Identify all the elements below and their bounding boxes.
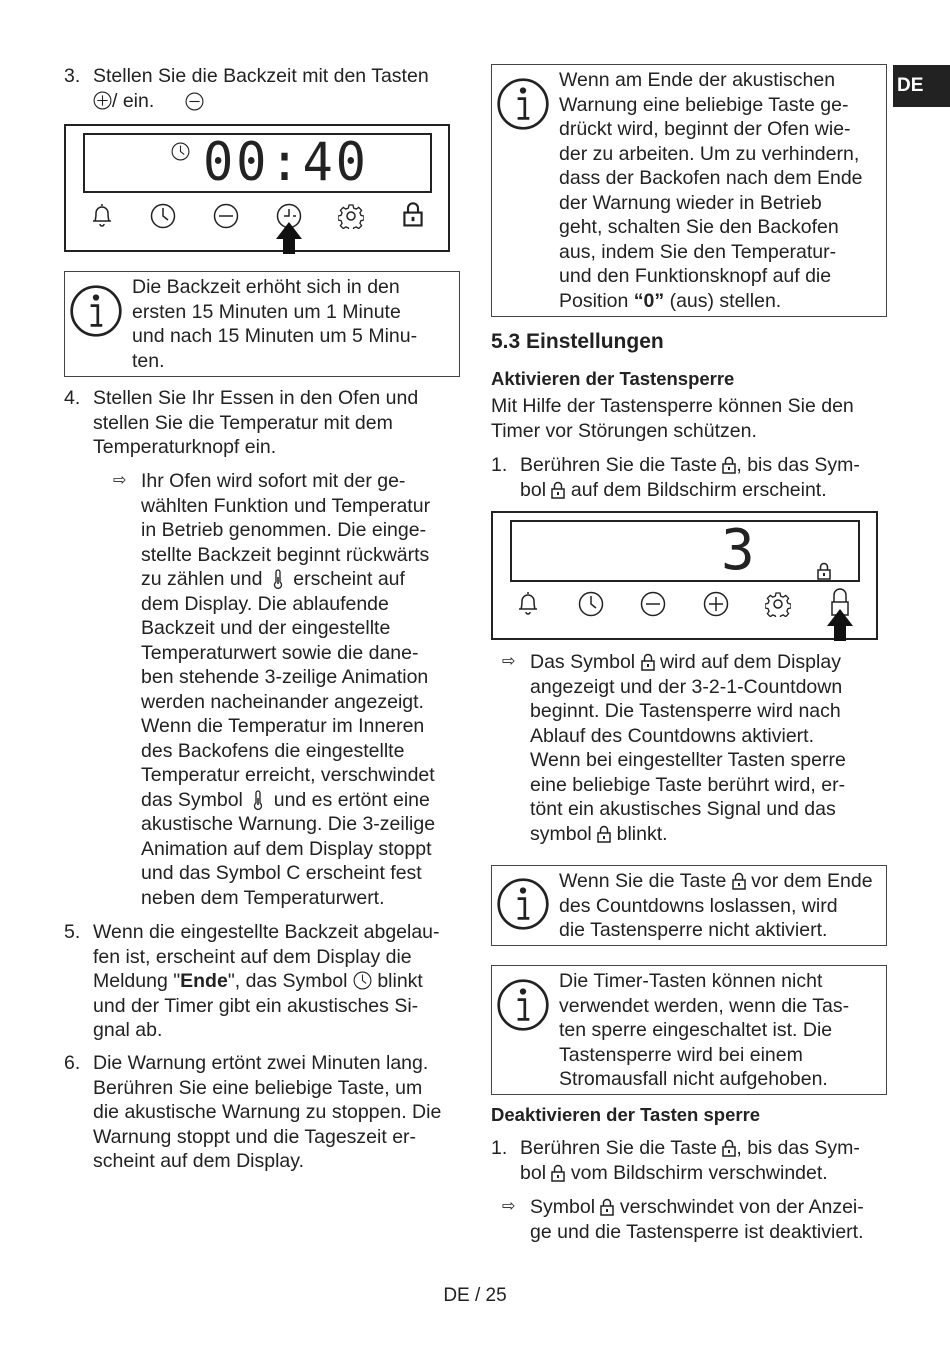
info-text: Wenn Sie die Taste vor dem Ende des Countdowns loslassen, wird die Tastensperre nicht aktiviert.	[559, 870, 873, 941]
info-box-acoustic-warning	[491, 64, 887, 317]
result-text: Symbol verschwindet von der Anzei- ge und die Tastensperre ist deaktiviert.	[530, 1196, 864, 1243]
display-time-readout: 00:40	[203, 132, 369, 193]
info-icon	[496, 978, 550, 1032]
step-number: 1.	[491, 1137, 508, 1159]
info-icon	[496, 877, 550, 931]
info-text: Die Timer-Tasten können nicht verwendet werden, wenn die Tas- ten sperre eingeschaltet ist. Die Tastensperre wird bei einem Stromausfall nicht aufgehoben.	[559, 970, 850, 1090]
thermometer-icon	[252, 790, 264, 810]
info-box-baking-time	[64, 271, 460, 377]
clock-icon	[353, 971, 372, 990]
plus-icon	[93, 91, 112, 110]
arrow-up-icon	[827, 609, 853, 641]
minus-button-icon[interactable]	[640, 591, 666, 617]
page-footer: DE / 25	[443, 1285, 507, 1306]
info-text: Die Backzeit erhöht sich in den ersten 15 Minuten um 1 Minute und nach 15 Minuten um 5 Minu- ten.	[132, 276, 418, 372]
minus-button-icon[interactable]	[213, 203, 239, 229]
minus-icon	[185, 92, 204, 111]
result-arrow-icon: ⇨	[502, 1198, 516, 1215]
step-text: Wenn die eingestellte Backzeit abgelau- fen ist, erscheint auf dem Display die Meldung "Ende", das Symbol blinkt und der Timer gibt ein akustisches Si- gnal ab.	[93, 921, 440, 1041]
step-number: 3.	[64, 65, 81, 87]
result-arrow-icon: ⇨	[113, 472, 127, 489]
step-text: Berühren Sie die Taste , bis das Sym- bol auf dem Bildschirm erscheint.	[520, 454, 860, 501]
lock-icon	[732, 872, 746, 890]
section-heading: 5.3 Einstellungen	[491, 330, 664, 353]
step-text-line-2: / ein.	[93, 89, 154, 114]
step-number: 1.	[491, 454, 508, 476]
bell-icon[interactable]	[90, 202, 114, 228]
lock-icon	[597, 825, 611, 843]
language-tab: DE	[893, 65, 950, 107]
gear-button-icon[interactable]	[765, 591, 791, 617]
subsection-heading-activate: Aktivieren der Tastensperre	[491, 368, 735, 389]
arrow-up-icon	[276, 222, 302, 254]
display-countdown-digit: 3	[721, 518, 755, 583]
step-number: 4.	[64, 387, 81, 409]
lock-icon	[722, 456, 736, 474]
display-screen	[510, 520, 860, 582]
info-box-timer-keys	[491, 965, 887, 1095]
info-icon	[69, 284, 123, 338]
display-screen	[83, 133, 432, 193]
thermometer-icon	[272, 569, 284, 589]
info-text: Wenn am Ende der akustischen Warnung eine beliebige Taste ge- drückt wird, beginnt der Ofen wie- der zu arbeiten. Um zu verhindern, dass der Backofen nach dem Ende der Warnung wieder in Betrieb geht, schalten Sie den Backofen aus, indem Sie den Temperatur- und den Funktionsknopf auf die Position “0” (aus) stellen.	[559, 69, 863, 312]
result-text: Ihr Ofen wird sofort mit der ge- wählten Funktion und Temperatur in Betrieb genommen. Die einge- stellte Backzeit beginnt rückwärts zu zählen und erscheint auf dem Display. Die ablaufende Backzeit und der eingestellte Temperaturwert sowie die dane- ben stehende 3-zeilige Animation werden nacheinander angezeigt. Wenn die Temperatur im Inneren des Backofens die eingestellte Temperatur erreicht, verschwindet das Symbol und es ertönt eine akustische Warnung. Die 3-zeilige Animation auf dem Display stoppt und das Symbol C erscheint fest neben dem Temperaturwert.	[141, 470, 436, 909]
oven-display-timer	[64, 124, 450, 252]
paragraph-intro: Mit Hilfe der Tastensperre können Sie den Timer vor Störungen schützen.	[491, 395, 854, 442]
lock-icon	[600, 1198, 614, 1216]
lock-icon	[722, 1139, 736, 1157]
result-text: Das Symbol wird auf dem Display angezeigt und der 3-2-1-Countdown beginnt. Die Tastensperre wird nach Ablauf des Countdowns aktiviert. Wenn bei eingestellter Tasten sperre eine beliebige Taste berührt wird, er- tönt ein akustisches Signal und das symbol blinkt.	[530, 651, 846, 845]
result-arrow-icon: ⇨	[502, 653, 516, 670]
oven-display-lock	[491, 511, 878, 640]
lock-button-icon[interactable]	[403, 201, 423, 227]
step-number: 5.	[64, 921, 81, 943]
subsection-heading-deactivate: Deaktivieren der Tasten sperre	[491, 1104, 761, 1125]
info-box-countdown	[491, 865, 887, 946]
clock-button-icon[interactable]	[578, 591, 604, 617]
step-text: Die Warnung ertönt zwei Minuten lang. Berühren Sie eine beliebige Taste, um die akustische Warnung zu stoppen. Die Warnung stoppt und die Tageszeit er- scheint auf dem Display.	[93, 1052, 442, 1172]
clock-icon	[171, 142, 190, 161]
lock-icon	[551, 1164, 565, 1182]
plus-button-icon[interactable]	[703, 591, 729, 617]
info-icon	[496, 77, 550, 131]
lock-icon	[817, 562, 831, 580]
step-text: Berühren Sie die Taste , bis das Sym- bol vom Bildschirm verschwindet.	[520, 1137, 860, 1184]
step-text-line-1: Stellen Sie die Backzeit mit den Tasten	[93, 65, 429, 87]
lock-icon	[641, 653, 655, 671]
gear-button-icon[interactable]	[338, 203, 364, 229]
step-number: 6.	[64, 1052, 81, 1074]
bell-icon[interactable]	[516, 590, 540, 616]
step-text: Stellen Sie Ihr Essen in den Ofen und stellen Sie die Temperatur mit dem Temperaturknopf ein.	[93, 387, 419, 458]
clock-button-icon[interactable]	[150, 203, 176, 229]
lock-icon	[551, 481, 565, 499]
